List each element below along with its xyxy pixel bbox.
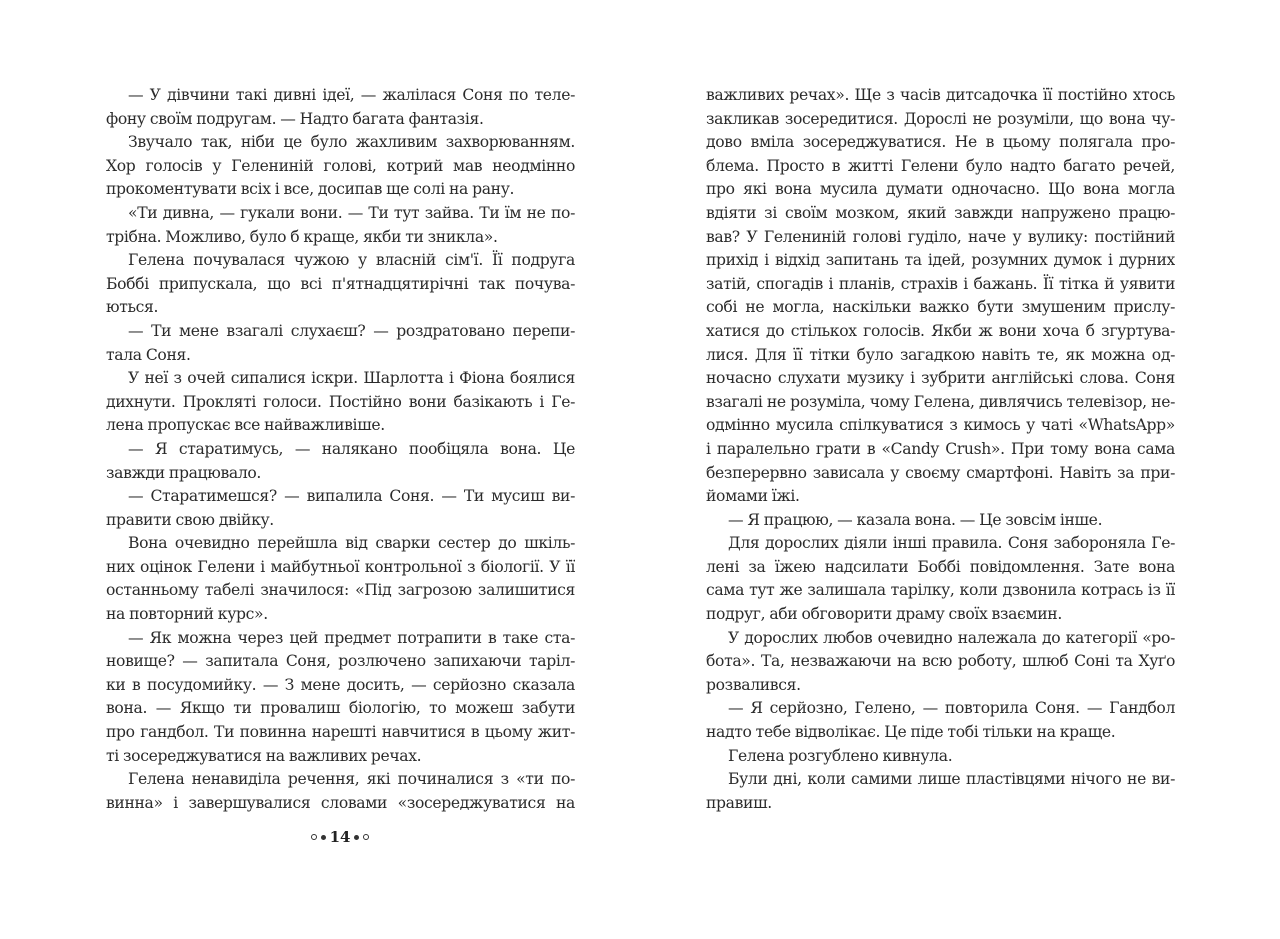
text-line: блема. Просто в житті Гелени було надто багато речей,: [706, 156, 1175, 175]
text-line: вона. — Якщо ти провалиш біологію, то можеш забути: [106, 699, 575, 718]
text-line: сама тут же залишала тарілку, коли дзвонила котрась із її: [706, 581, 1175, 600]
text-line: надто тебе відволікає. Це піде тобі тільки на краще.: [706, 723, 1116, 742]
ornament-filled-dot-icon: [321, 835, 326, 840]
text-line: трібна. Можливо, було б краще, якби ти зникла».: [106, 227, 498, 246]
text-line: — Ти мене взагалі слухаєш? — роздратовано перепи-: [128, 321, 575, 340]
text-line: про гандбол. Ти повинна нарешті навчитися в цьому жит-: [106, 723, 575, 742]
text-line: лися. Для її тітки було загадкою навіть те, як можна од-: [706, 345, 1175, 364]
text-line: Вона очевидно перейшла від сварки сестер до шкіль-: [128, 534, 575, 553]
text-line: — Я працюю, — казала вона. — Це зовсім інше.: [728, 510, 1103, 529]
text-line: про які вона мусила думати одночасно. Що вона могла: [706, 180, 1175, 199]
text-line: винна» і завершувалися словами «зосереджуватися на: [106, 793, 575, 812]
text-line: прихід і відхід запитань та ідей, розумних думок і дурних: [706, 251, 1175, 270]
text-line: затій, спогадів і планів, страхів і бажань. Її тітка й уявити: [706, 274, 1175, 293]
text-line: бота». Та, незважаючи на всю роботу, шлюб Соні та Хуґо: [706, 652, 1175, 671]
text-line: Для дорослих діяли інші правила. Соня забороняла Ге-: [728, 534, 1175, 553]
text-line: ночасно слухати музику і зубрити англійські слова. Соня: [706, 369, 1175, 388]
text-line: — Я старатимусь, — налякано пообіцяла вона. Це: [128, 439, 575, 458]
page-number: 14: [329, 828, 351, 846]
text-line: У неї з очей сипалися іскри. Шарлотта і Фіона боялися: [128, 369, 575, 388]
text-line: — У дівчини такі дивні ідеї, — жалілася Соня по теле-: [128, 86, 575, 104]
text-line: на повторний курс».: [106, 605, 268, 624]
text-line: У дорослих любов очевидно належала до категорії «ро-: [728, 628, 1175, 647]
text-line: лені за їжею надсилати Боббі повідомлення. Зате вона: [706, 557, 1175, 576]
text-line: вдіяти зі своїм мозком, який завжди напружено працю-: [706, 203, 1175, 222]
text-line: завжди працювало.: [106, 463, 262, 482]
text-line: ки в посудомийку. — З мене досить, — серйозно сказала: [106, 675, 575, 694]
text-line: йомами їжі.: [706, 487, 800, 506]
text-line: прокоментувати всіх і все, досипав ще солі на рану.: [106, 180, 515, 199]
text-line: останньому табелі значилося: «Під загрозою залишитися: [106, 581, 575, 600]
text-line: і паралельно грати в «Candy Crush». При тому вона сама: [706, 439, 1175, 458]
ornament-open-dot-icon: [311, 834, 317, 840]
text-line: хатися до стількох голосів. Якби ж вони хоча б згуртува-: [706, 321, 1175, 340]
text-line: дихнути. Прокляті голоси. Постійно вони базікають і Ге-: [106, 392, 575, 411]
text-line: — Старатимешся? — випалила Соня. — Ти мусиш ви-: [128, 487, 575, 506]
text-line: Гелена почувалася чужою у власній сім'ї. Її подруга: [128, 251, 575, 270]
text-line: правиш.: [706, 793, 772, 812]
text-line: — Я серйозно, Гелено, — повторила Соня. — Гандбол: [728, 699, 1175, 718]
page-number-folio: [290, 828, 390, 846]
text-line: ті зосереджуватися на важливих речах.: [106, 746, 422, 765]
right-page: [706, 84, 1175, 815]
text-line: тала Соня.: [106, 345, 191, 364]
text-line: закликав зосередитися. Дорослі не розуміли, що вона чу-: [706, 109, 1175, 128]
text-line: розвалився.: [706, 675, 801, 694]
text-line: фону своїм подругам. — Надто багата фантазія.: [106, 109, 484, 128]
left-page: [106, 84, 575, 815]
text-line: Гелена розгублено кивнула.: [728, 746, 953, 765]
text-line: вав? У Гелениній голові гуділо, наче у вулику: постійний: [706, 227, 1175, 246]
text-line: Звучало так, ніби це було жахливим захворюванням.: [128, 133, 575, 152]
text-line: Хор голосів у Гелениній голові, котрий мав неодмінно: [106, 156, 575, 175]
text-line: правити свою двійку.: [106, 510, 274, 529]
text-line: важливих речах». Ще з часів дитсадочка її постійно хтось: [706, 86, 1175, 104]
text-line: дово вміла зосереджуватися. Не в цьому полягала про-: [706, 133, 1175, 152]
ornament-filled-dot-icon: [354, 835, 359, 840]
text-line: них оцінок Гелени і майбутньої контрольної з біології. У її: [106, 557, 575, 576]
text-line: лена пропускає все найважливіше.: [106, 416, 385, 435]
text-line: новище? — запитала Соня, розлючено запихаючи тарiл-: [106, 652, 575, 671]
text-line: Боббі припускала, що всі п'ятнадцятирічні так почува-: [106, 274, 575, 293]
text-line: собі не могла, наскільки важко бути змушеним прислу-: [706, 298, 1175, 317]
text-line: ються.: [106, 298, 159, 317]
text-line: Гелена ненавиділа речення, які починалися з «ти по-: [128, 770, 575, 789]
text-line: «Ти дивна, — гукали вони. — Ти тут зайва. Ти їм не по-: [128, 203, 575, 222]
text-line: — Як можна через цей предмет потрапити в таке ста-: [128, 628, 575, 647]
text-line: взагалі не розуміла, чому Гелена, дивлячись телевізор, не-: [706, 392, 1175, 411]
text-line: безперервно зависала у своєму смартфоні. Навіть за при-: [706, 463, 1175, 482]
text-line: Були дні, коли самими лише пластівцями нічого не ви-: [728, 770, 1175, 789]
ornament-open-dot-icon: [363, 834, 369, 840]
text-line: одмінно мусила спілкуватися з кимось у чаті «WhatsApp»: [706, 416, 1175, 435]
text-line: подруг, аби обговорити драму своїх взаємин.: [706, 605, 1062, 624]
